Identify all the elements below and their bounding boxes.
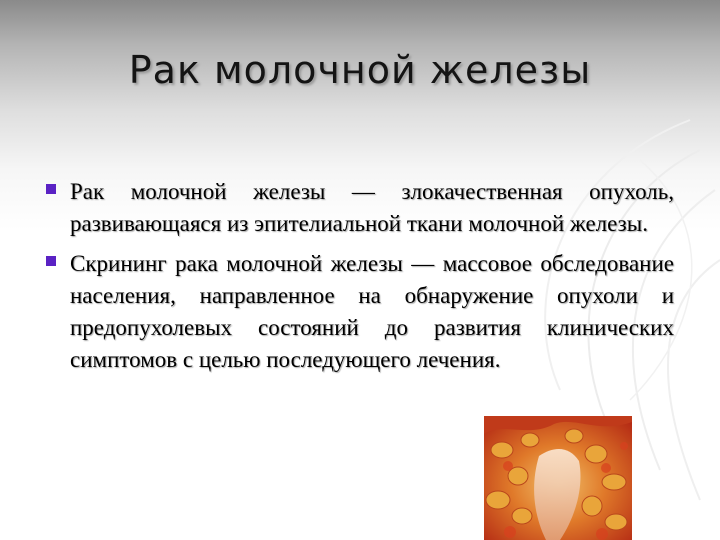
- bullet-text: Рак молочной железы — злокачественная опухоль, развивающаяся из эпителиальной ткани молочной железы.: [70, 179, 674, 236]
- bullet-list: [46, 176, 674, 384]
- slide-title: Рак молочной железы: [128, 48, 592, 92]
- tumor-tissue-photo: [484, 416, 632, 540]
- bullet-text: Скрининг рака молочной железы — массовое обследование населения, направленное на обнаружение опухоли и предопухолевых состояний до развития клинических симптомов с целью последующего лечения.: [70, 251, 674, 372]
- square-bullet-icon: [46, 184, 56, 194]
- bullet-item-screening: [46, 248, 674, 376]
- bullet-item-definition: [46, 176, 674, 240]
- square-bullet-icon: [46, 256, 56, 266]
